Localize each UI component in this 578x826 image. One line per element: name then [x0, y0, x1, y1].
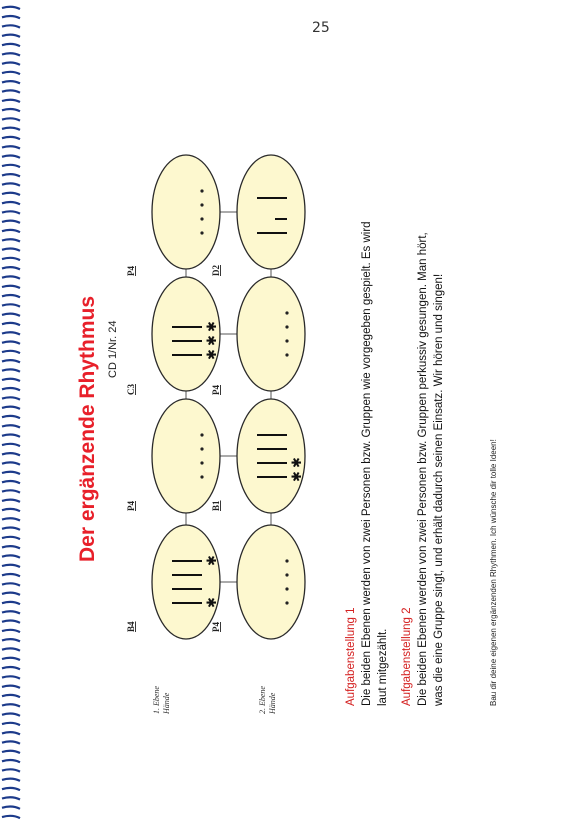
accent-star: ✱	[290, 471, 305, 482]
rest-dot	[200, 217, 203, 220]
cell-label-row2-2: B1	[211, 500, 221, 511]
page-number: 25	[312, 20, 330, 36]
rhythm-oval-row2-4	[237, 155, 305, 269]
rest-dot	[200, 447, 203, 450]
rhythm-oval-row1-1	[152, 525, 220, 639]
rest-dot	[285, 311, 288, 314]
accent-star: ✱	[290, 457, 305, 468]
accent-star: ✱	[205, 321, 220, 332]
cell-label-row1-2: P4	[126, 501, 136, 511]
rhythm-oval-row2-3	[237, 277, 305, 391]
rest-dot	[285, 587, 288, 590]
rhythm-grid	[152, 155, 305, 639]
rest-dot	[200, 231, 203, 234]
rest-dot	[285, 573, 288, 576]
cell-label-row1-4: P4	[126, 266, 136, 276]
cell-label-row2-4: D2	[211, 265, 221, 276]
rest-dot	[285, 559, 288, 562]
rest-dot	[200, 461, 203, 464]
accent-star: ✱	[205, 349, 220, 360]
rest-dot	[200, 433, 203, 436]
rest-dot	[200, 475, 203, 478]
row1-label-line1: 1. Ebene	[152, 686, 161, 714]
rhythm-oval-row1-3	[152, 277, 220, 391]
task2-line2: was die eine Gruppe singt, und erhält dadurch seinen Einsatz. Wir hören und singen!	[433, 273, 445, 706]
page-title: Der ergänzende Rhythmus	[76, 295, 99, 562]
task2-line1: Die beiden Ebenen werden von zwei Personen bzw. Gruppen perkussiv gesungen. Man hört,	[417, 232, 429, 706]
cell-label-row1-1: B4	[126, 621, 136, 632]
rest-dot	[200, 203, 203, 206]
row2-label-line2: Hände	[268, 692, 277, 714]
accent-star: ✱	[205, 597, 220, 608]
rest-dot	[285, 601, 288, 604]
cell-label-row2-1: P4	[211, 622, 221, 632]
rest-dot	[285, 339, 288, 342]
rhythm-oval-row1-4	[152, 155, 220, 269]
rhythm-oval-row2-1	[237, 525, 305, 639]
cell-label-row2-3: P4	[211, 385, 221, 395]
connector-lines	[186, 212, 271, 582]
rest-dot	[285, 353, 288, 356]
footer-note: Bau dir deine eigenen ergänzenden Rhythmen. Ich wünsche dir tolle Ideen!	[489, 439, 498, 706]
rest-dot	[285, 325, 288, 328]
task1-line2: laut mitgezählt.	[377, 628, 389, 706]
cell-label-row1-3: C3	[126, 384, 136, 395]
rhythm-oval-row1-2	[152, 399, 220, 513]
accent-star: ✱	[205, 555, 220, 566]
row2-label-line1: 2. Ebene	[258, 686, 267, 714]
task1-line1: Die beiden Ebenen werden von zwei Personen bzw. Gruppen wie vorgegeben gespielt. Es wird	[361, 221, 373, 706]
rest-dot	[200, 189, 203, 192]
task1-heading: Aufgabenstellung 1	[345, 607, 357, 706]
accent-star: ✱	[205, 335, 220, 346]
cd-reference: CD 1/Nr. 24	[107, 320, 119, 378]
row1-label-line2: Hände	[162, 692, 171, 714]
rhythm-oval-row2-2	[237, 399, 305, 513]
task2-heading: Aufgabenstellung 2	[401, 607, 413, 706]
